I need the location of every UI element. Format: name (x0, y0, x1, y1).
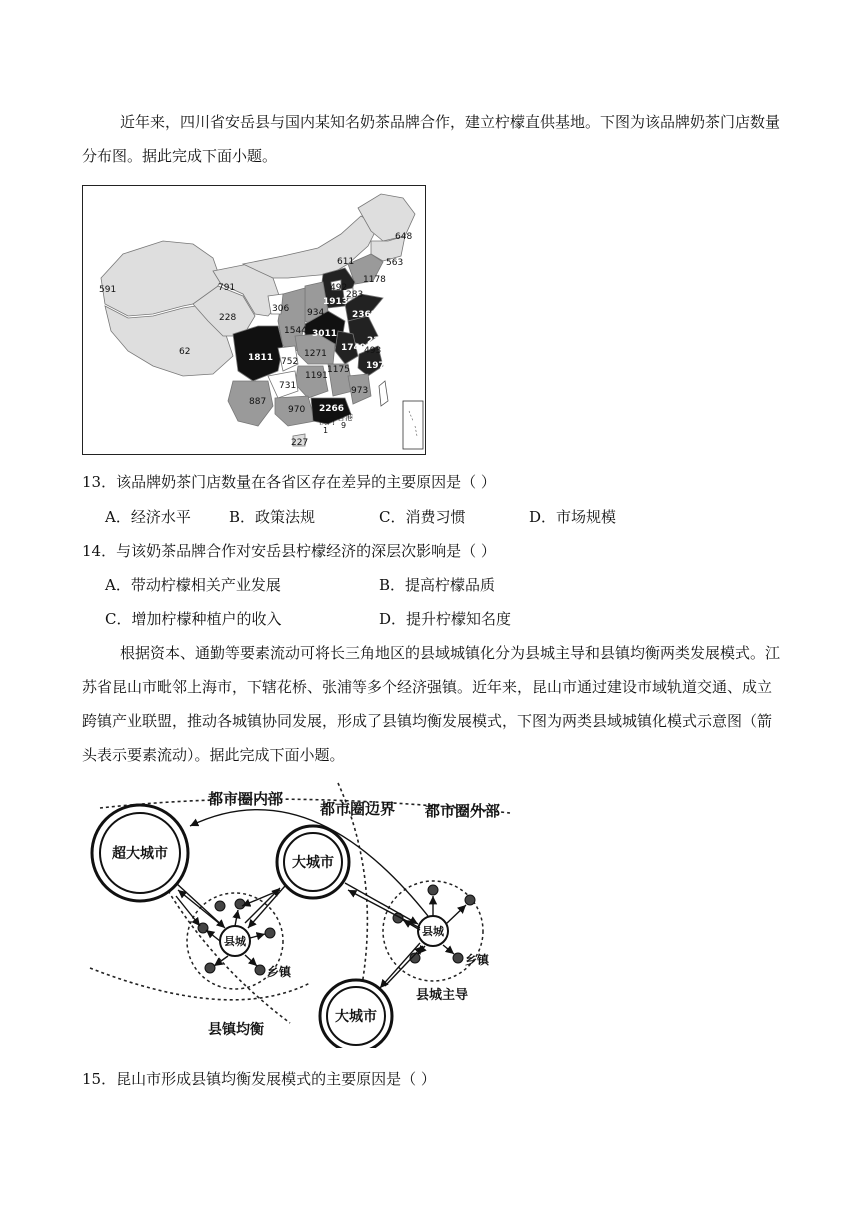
q14-option-c[interactable]: C．增加柠檬种植户的收入 (105, 610, 282, 628)
label-gansu: 791 (218, 283, 236, 293)
intro2-line3: 跨镇产业联盟，推动各城镇协同发展，形成了县镇均衡发展模式，下图为两类县域城镇化模式示意图（箭 (82, 712, 773, 730)
region-taiwan (379, 381, 388, 406)
question-14 (82, 540, 496, 561)
q13-option-d[interactable]: D．市场规模 (529, 508, 617, 526)
town-node (255, 965, 265, 975)
label-anhui: 1749 (341, 343, 367, 353)
label-hainan: 227 (291, 438, 309, 448)
label-town-balanced: 乡镇 (267, 965, 292, 979)
label-metro-boundary: 都市圈边界 (320, 800, 396, 818)
label-sichuan: 1811 (248, 353, 274, 363)
label-shandong: 2362 (352, 310, 378, 320)
south-china-sea-inset (403, 401, 423, 449)
label-tianjin: 283 (346, 290, 364, 300)
label-shaanxi: 1544 (284, 326, 307, 336)
label-county-led-mode: 县城主导 (416, 988, 469, 1003)
china-map-svg (83, 186, 425, 454)
q13-option-b[interactable]: B．政策法规 (229, 508, 316, 526)
town-node (465, 895, 475, 905)
q14-option-b[interactable]: B．提高柠檬品质 (379, 576, 496, 594)
urbanization-diagram (80, 778, 530, 1048)
question-13 (82, 471, 496, 492)
label-hongkong-val: 9 (341, 421, 347, 430)
town-node (428, 885, 438, 895)
town-node (265, 928, 275, 938)
intro1-line1: 近年来，四川省安岳县与国内某知名奶茶品牌合作，建立柠檬直供基地。下图为该品牌奶茶门店数量 (120, 113, 781, 131)
q14-stem: 14．与该奶茶品牌合作对安岳县柠檬经济的深层次影响是（ ） (82, 542, 496, 560)
label-jilin: 563 (386, 258, 404, 268)
label-bigcity: 大城市 (292, 855, 334, 871)
label-yunnan: 887 (249, 397, 267, 407)
label-henan: 3011 (312, 329, 338, 339)
intro1-line2: 分布图。据此完成下面小题。 (82, 147, 278, 165)
label-macau-val: 1 (323, 426, 329, 435)
intro2-line4: 头表示要素流动）。据此完成下面小题。 (82, 746, 345, 764)
label-fujian: 973 (351, 386, 369, 396)
q14-option-d[interactable]: D．提升柠檬知名度 (379, 610, 512, 628)
label-jiangxi: 1175 (327, 365, 350, 375)
label-zhejiang: 1970 (366, 361, 392, 371)
town-node (235, 899, 245, 909)
q13-stem: 13．该品牌奶茶门店数量在各省区存在差异的主要原因是（ ） (82, 473, 496, 491)
label-beijing: 492 (330, 283, 348, 293)
label-hongkong-name: 香港 (337, 413, 353, 422)
label-hunan: 1191 (305, 371, 328, 381)
intro-paragraph-1 (82, 105, 782, 173)
town-node (215, 901, 225, 911)
question-15 (82, 1068, 436, 1089)
label-balanced-mode: 县镇均衡 (208, 1022, 264, 1038)
label-guangxi: 970 (288, 405, 306, 415)
label-macau-name: 澳门 (319, 417, 335, 426)
label-jiangsu: 2315 (367, 336, 393, 346)
town-node (205, 963, 215, 973)
q13-option-c[interactable]: C．消费习惯 (379, 508, 466, 526)
label-megacity: 超大城市 (112, 846, 168, 862)
label-hebei: 1913 (323, 297, 349, 307)
town-node (453, 953, 463, 963)
label-bigcity-2: 大城市 (335, 1009, 377, 1025)
intro2-line2: 苏省昆山市毗邻上海市，下辖花桥、张浦等多个经济强镇。近年来，昆山市通过建设市域轨道交通、成立 (82, 678, 773, 696)
label-liaoning: 1178 (363, 275, 386, 285)
label-guizhou: 731 (279, 381, 297, 391)
label-town-led: 乡镇 (465, 953, 490, 967)
label-xinjiang: 591 (99, 285, 117, 295)
intro2-line1: 根据资本、通勤等要素流动可将长三角地区的县域城镇化分为县城主导和县镇均衡两类发展模式。江 (120, 644, 781, 662)
label-qinghai: 228 (219, 313, 237, 323)
label-chongqing: 752 (281, 357, 299, 367)
label-ningxia: 306 (272, 304, 290, 314)
q14-option-a[interactable]: A．带动柠檬相关产业发展 (105, 576, 281, 594)
label-outer-zone: 都市圈外部 (425, 802, 501, 820)
label-xizang: 62 (179, 347, 191, 357)
q13-option-a[interactable]: A．经济水平 (105, 508, 191, 526)
label-guangdong: 2266 (319, 404, 345, 414)
label-hubei: 1271 (304, 349, 327, 359)
label-county-balanced: 县城 (224, 935, 246, 948)
china-store-map (82, 185, 426, 455)
label-neimenggu: 611 (337, 257, 355, 267)
q15-stem: 15．昆山市形成县镇均衡发展模式的主要原因是（ ） (82, 1070, 436, 1088)
intro-paragraph-2 (82, 636, 782, 772)
label-inner-zone: 都市圈内部 (208, 790, 284, 808)
label-shanxi: 934 (307, 308, 325, 318)
label-county-led: 县城 (422, 925, 444, 938)
label-heilongjiang: 648 (395, 232, 413, 242)
label-shanghai: 493 (364, 346, 382, 356)
